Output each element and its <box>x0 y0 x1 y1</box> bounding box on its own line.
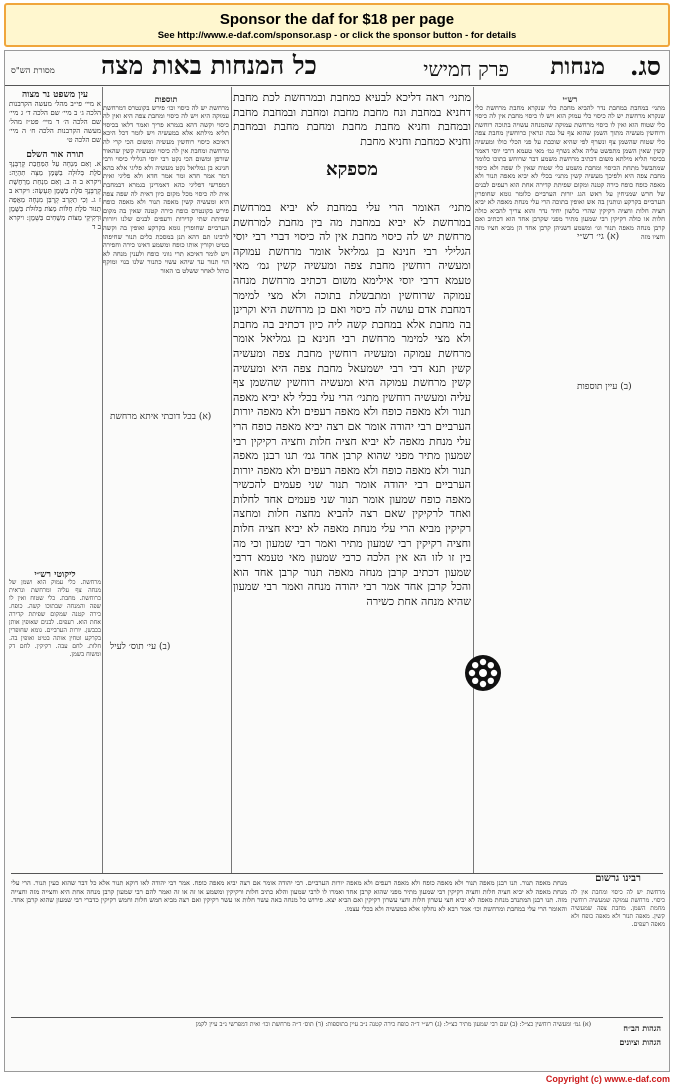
likutei-rashi-column <box>9 571 101 871</box>
bottom-commentary-body: מנחת מאפה תנור. תנו רבנן מאפה תנור ולא מאפה כופח ולא מאפה רעפים ולא מאפה יורות הערביים. רבי יהודה אומר אם רצה יביא מאפה כופח. אמר רבי יהודה לאו דוקא תנור אלא כל דבר שהוא כעין תנור. הרי עלי מנחת מאפה לא יביא חציה חלות וחציה רקיקין רבי שמעון מתיר מפני שהוא קרבן אחד ואמרו לו לרבי שמעון והלא כתיב חלות ורקיקין ומשמע או זה או זה ואמר להם רבי שמעון קרבן מנחה אחת היא וחצייה מזה וחצייה מזה. תנו רבנן המתנדב מנחת מאפה לא יביא חצי עשרון חלות וחצי עשרון רקיקין ואם הביא יצא. פירוש כל מנחה באה עשר חלות או עשר רקיקין ואם רצה מביא חמש חלות וחמש רקיקין כדברי רבי שמעון שהוא קרבן אחד. והאומר הרי עלי במחבת ומרחשת וכו׳ אמר רבא לא נחלקו אלא במעשיה ולא בכלי עצמו. <box>11 879 567 913</box>
copyright-link[interactable]: Copyright (c) www.e-daf.com <box>545 1074 670 1084</box>
likutei-rashi-body: מרחשת. כלי עמוק הוא ושמן של מנחה צף עליה ומרחשת ונראית כרוחשת. מחבת. כלי שטוח ואין לו שפה והמנחה שבתוכו קשה. כופח. כירה קטנה שמקום שפיתת קדירה אחת הוא. רעפים. לבנים שאופין אותן בכבשן. יורות הערביים. גומא שחופרין בקרקע וטחין אותה בטיט ואופין בה. חלות. לחם עבה. רקיקין. לחם דק ומשוח בשמן. <box>9 579 101 658</box>
tosafot-column <box>103 95 229 871</box>
talmud-page <box>4 50 670 1072</box>
chapter-name: פרק חמישי <box>423 57 509 81</box>
margin-note-1: (א) גי׳ רש״י <box>577 232 620 242</box>
mesorah-label: מסורת הש"ס <box>11 66 55 76</box>
tosafot-note-2: (ב) עי׳ תוס׳ לעיל <box>110 642 171 652</box>
ein-mishpat-title: עין משפט נר מצוה <box>21 91 89 100</box>
tosafot-body: מרחשת יש לה כיסוי וכו׳ פירש בקונטרס דמרחשת עמוקה היא ויש לה כיסוי ומחבת צפה היא ואין לה כיסוי וקשה דהא בגמרא פריך ואמר דלאו בכיסוי תליא מילתא אלא במעשיה ויש לומר דכל היכא דאיכא כיסוי רוחשין מעשיה ומשום הכי קרי לה מרחשת ומחבת אין לה כיסוי ומעשיה קשין שהאור שורפן ומשום הכי נקט רבי יוסי הגלילי כיסוי ורבי חנינא בן גמליאל נקט מעשיה ולא פליגי אלא בהא דמר אמר חדא ומר אמר חדא ולא פליגי ואית דמפרשי דפליגי כהא דאמרינן בגמרא דבמחבת אית לה כיסוי מכל מקום כיון דאית לה שפה צפה היא ומעשיה קשין מאפה תנור ולא מאפה כופח פירש בקונטרס כופח כירה קטנה שאין בה מקום שפיתת שתי קדירות ורעפים לבנים שלנו ויורות הערביים שחופרין גומא בקרקע ואופין בה וקשה לרבינו תם דהא תנן במסכת כלים תנור שחיפהו בטיט וקורין אותו כופח ומשמע דאינו כירה וחפירה ויש לומר דאיכא תרי גווני כופח ולענין מנחה לא הוי תנור עד שיהא עשוי כתנור שלנו בנוי ומוקף כותל לאחר ששלט בו האור <box>103 103 229 275</box>
bottom-commentary <box>11 879 567 1015</box>
footnotes-column <box>11 1021 591 1065</box>
ein-mishpat-body: א מיי׳ פי״ב מהל׳ מעשה הקרבנות הלכה ג׳ ב מיי׳ שם הלכה ד׳ ג מיי׳ שם הלכה ה׳ ד מיי׳ פט״ז מהל׳ מעשה הקרבנות הלכה ח׳ ה מיי׳ שם הלכה ט׳ <box>9 100 101 144</box>
sponsor-banner[interactable] <box>4 3 670 47</box>
rabbenu-gershom-title: רבינו גרשום <box>595 873 641 884</box>
torah-or-title: תורה אור השלם <box>26 150 84 160</box>
footnotes-body: (א) גמ׳ ומעשיה רוחשין כצ״ל: (ב) שם רבי שמעון מתיר כצ״ל: (ג) רש״י ד״ה כופח כירה קטנה נ״ב עיין בתוספות: (ד) תוס׳ ד״ה מרחשת וכו׳ ואית דמפרשי נ״ב עיין לקמן <box>195 1021 591 1028</box>
sponsor-subtitle[interactable]: See http://www.e-daf.com/sponsor.asp - or click the sponsor button - for details <box>157 30 517 41</box>
hagahot-tziyunim-label: הגהות וציונים <box>619 1037 661 1047</box>
divider-footnotes <box>11 1017 663 1018</box>
rashi-column <box>475 95 665 871</box>
divider-rashi <box>473 87 474 873</box>
rashi-body: מתני׳ במחבת במחבת נדר להביא מחבת כלי שנקרא מחבת מרחשת כלי שנקרא מרחשת יש לה כיסוי כלי עמוק הוא ויש לו כיסוי מחבת אין לה כיסוי כלי שטוח הוא ואין לו כיסוי מרחשת עמוקה שהמנחה עשויה בתוכה רוחשת ורוחשין מעשיה מתוך השמן שהוא צף על גבה ונראין כרוחשין מחבת צפה כלי שטוח שהשמן צף ונשרף לפי שהיא שוכבת על פני הכלי כולו ומעשיה קשין שאין השמן מתפשט עליה אלא נשרף גמ׳ מאי טעמא דרבי יוסי דאמר בכיסוי תליא מילתא משום דכתיב מרחשת משמע דבר שרוחש בתוכו כלומר שמתבשל מתחת הכיסוי ומחבת משמע כלי שטוח שאין לו שפה ולא כיסוי מחבת צפה היא ולפיכך מעשיה קשין מתני׳ בכלי לא יביא מאפה תנור ולא מאפה כופח כופח כירה קטנה ומקום שפיתת קדירה אחת הוא רעפים לבנים של חרש שמניחין על ראש הגג יורות הערביים כלומר גומא שחופרין הערביים בקרקע ונותנין בה אש ואופין בתוכה הרי עלי מנחת מאפה לא יביא חציה חלות וחציה רקיקין שהרי בלשון יחיד נדר והוא צריך להביא כולה חלות או כולה רקיקין רבי שמעון מתיר מפני שקרבן אחד הוא דכתיב ואם קרבן מנחה מאפה תנור וגו׳ ומשמע דשניהן קרבן אחד הן מביא חציו מזה וחציו מזה <box>475 103 665 241</box>
torah-or-body: א. וְאִם מִנְחָה עַל הַמַּחֲבַת קָרְבָּנֶךָ סֹלֶת בְּלוּלָה בַשֶּׁמֶן מַצָּה תִהְיֶה: ויקרא ב ה ב. וְאִם מִנְחַת מַרְחֶשֶׁת קָרְבָּנֶךָ סֹלֶת בַּשֶּׁמֶן תֵּעָשֶׂה: ויקרא ב ז ג. וְכִי תַקְרִב קָרְבַּן מִנְחָה מַאֲפֵה תַנּוּר סֹלֶת חַלּוֹת מַצֹּת בְּלוּלֹת בַּשֶּׁמֶן וּרְקִיקֵי מַצּוֹת מְשֻׁחִים בַּשָּׁמֶן: ויקרא ב ד <box>9 160 101 231</box>
rashi-label: רש״י <box>562 95 578 104</box>
rosette-ornament-icon <box>463 653 503 693</box>
tosafot-label: תוספות <box>154 95 178 104</box>
hagahot-bach-label: הגהות הב״ח <box>623 1023 661 1033</box>
gemara-column <box>233 201 471 869</box>
tractate-name: מנחות <box>550 53 605 80</box>
gemara-body: מתני׳ האומר הרי עלי במחבת לא יביא במרחשת במרחשת לא יביא במחבת מה בין מחבת למרחשת מרחשת יש לה כיסוי מחבת אין לה כיסוי דברי רבי יוסי הגלילי רבי חנינא בן גמליאל אומר מרחשת עמוקה ומעשיה רוחשין מחבת צפה ומעשיה קשין גמ׳ מאי טעמא דרבי יוסי אילימא משום דכתיב מרחשת מנחה עמוקה שרוחשין ומתבשלת בתוכה ולא מצי למימר דמחבת אדם עושה לה כיסוי ואם כן מרחשת היא וקרינן בה מחבת אלא במחבת קשה ליה כיון דכתיב בה מחבת ולא מצי למימר מרחשת רבי חנינא בן גמליאל אומר מרחשת עמוקה ומעשיה רוחשין מחבת צפה ומעשיה קשין תנא דבי רבי ישמעאל מחבת צפה היא ומעשיה קשין מרחשת עמוקה היא ומעשיה רוחשין שהשמן צף עליה ומעשיה רוחשין מתני׳ הרי עלי בכלי לא יביא מאפה תנור ולא מאפה כופח ולא מאפה רעפים ולא מאפה יורות הערביים רבי יהודה אומר אם רצה יביא מאפה כופח הרי עלי מנחת מאפה לא יביא חציה חלות וחציה רקיקין רבי שמעון מתיר מפני שהוא קרבן אחד גמ׳ תנו רבנן מאפה תנור ולא מאפה כופח ולא מאפה רעפים ולא מאפה יורות הערביים רבי יהודה אומר תנור שני פעמים להכשיר מאפה כופח שמעון אומר תנור שני פעמים אחד לחלות ואחד לרקיקין שאם רצה להביא מחצה חלות ומחצה רקיקין מביא הרי עלי מנחת מאפה לא יביא חציה חלות וחציה רקיקין רבי שמעון מתיר ואמר רבי שמעון וכי מה בין זו לזו הא אין הלכה כרבי שמעון מאי טעמא דרבי שמעון דכתיב קרבן מנחה מאפה תנור קרבן אחד הוא והכל קרבן אחד אמר רבי יהודה מנחה ואמר רבי שמעון שהיא מנחה אחת כשירה <box>233 201 471 609</box>
folio-number: סג. <box>629 52 661 81</box>
sponsor-title[interactable]: Sponsor the daf for $18 per page <box>219 11 455 28</box>
margin-note-2: (ב) עיין תוספות <box>577 382 632 392</box>
rabbenu-gershom-column <box>571 889 665 1011</box>
chapter-title: כל המנחות באות מצה <box>101 51 317 80</box>
divider-bottom <box>11 873 663 874</box>
divider-tosafot <box>231 87 232 873</box>
likutei-rashi-title: ליקוטי רש״י <box>34 571 76 580</box>
page-header <box>5 51 669 86</box>
rabbenu-gershom-body: מרחשת יש לה כיסוי ומחבת אין לה כיסוי. מרחשת עמוקה שמעשיה רוחשין מחמת השמן. מחבת צפה שמעשיה קשין. מאפה תנור ולא מאפה כופח ולא מאפה רעפים. <box>571 889 665 928</box>
tosafot-note-1: (א) בכל דוכתי איתא מרחשת <box>110 412 212 422</box>
gemara-head-text: מתני׳ ראה דליכא לבעיא כמחבת ובמרחשת לכת מחבת דחניא במחבת ונח מחבת מחבת ומחבת ובמחבת מחבת ובמחבת וחניא מחבת מחבת ומחבת מחבת ובמחבת וחניא כמחבת וחניא מחבת <box>233 91 471 148</box>
mesechta-word: מספקא <box>326 159 378 180</box>
